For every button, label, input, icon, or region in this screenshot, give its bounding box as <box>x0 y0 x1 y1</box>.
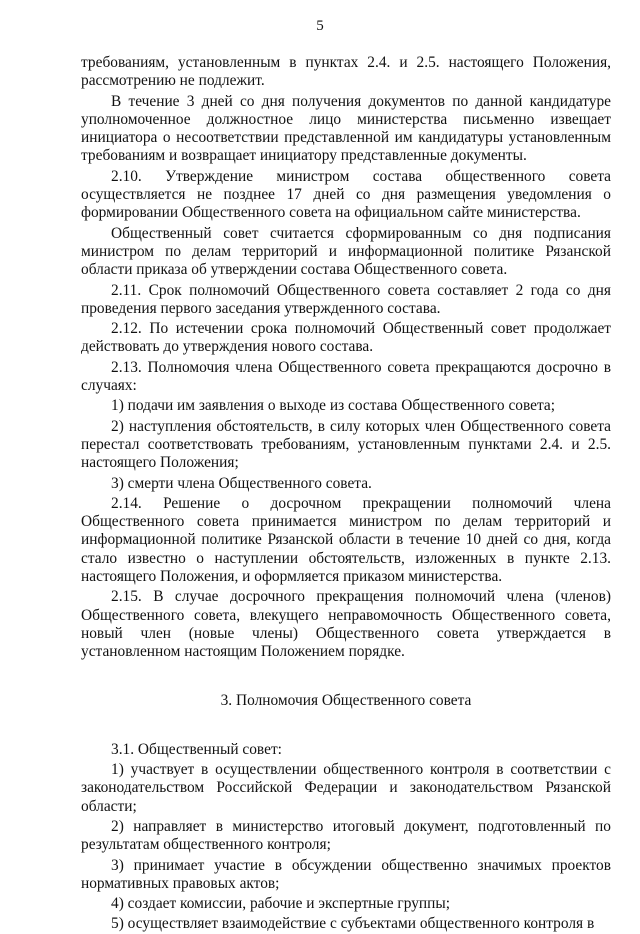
paragraph: В течение 3 дней со дня получения документов по данной кандидатуре уполномоченное должностное лицо министерства письменно извещает инициатора о несоответствии представленной им кандидатуры установленным требованиям и возвращает инициатору представленные документы. <box>81 92 611 165</box>
section-2-continuation <box>81 54 611 662</box>
paragraph: 3.1. Общественный совет: <box>111 740 282 758</box>
paragraph: 1) подачи им заявления о выходе из состава Общественного совета; <box>111 397 555 415</box>
document-body <box>81 54 611 934</box>
paragraph: 4) создает комиссии, рабочие и экспертные группы; <box>111 895 451 913</box>
page-number: 5 <box>316 18 324 34</box>
paragraph: 2.12. По истечении срока полномочий Общественный совет продолжает действовать до утверждения нового состава. <box>81 320 611 356</box>
paragraph: 2.10. Утверждение министром состава общественного совета осуществляется не позднее 17 дней со дня размещения уведомления о формировании Общественного совета на официальном сайте министерства. <box>81 167 611 222</box>
paragraph: 2.11. Срок полномочий Общественного совета составляет 2 года со дня проведения первого заседания утвержденного состава. <box>81 281 611 317</box>
paragraph: требованиям, установленным в пунктах 2.4. и 2.5. настоящего Положения, рассмотрению не подлежит. <box>81 54 611 90</box>
section-heading: 3. Полномочия Общественного совета <box>220 691 472 709</box>
paragraph: 2.15. В случае досрочного прекращения полномочий члена (членов) Общественного совета, влекущего неправомочность Общественного совета, новый член (новые члены) Общественного совета утверждается в установленном настоящим Положением порядке. <box>81 588 611 661</box>
paragraph: 2.13. Полномочия члена Общественного совета прекращаются досрочно в случаях: <box>81 358 611 395</box>
paragraph: 5) осуществляет взаимодействие с субъектами общественного контроля в <box>111 915 595 933</box>
paragraph: Общественный совет считается сформированным со дня подписания министром по делам территорий и информационной политике Рязанской области приказа об утверждении состава Общественного совета. <box>81 224 611 279</box>
paragraph: 2.14. Решение о досрочном прекращении полномочий члена Общественного совета принимается министром по делам территорий и информационной политике Рязанской области в течение 10 дней со дня, когда стало известно о наступлении обстоятельств, изложенных в пункте 2.13. настоящего Положения, и оформляется приказом министерства. <box>81 494 611 586</box>
paragraph: 1) участвует в осуществлении общественного контроля в соответствии с законодательством Российской Федерации и законодательством Рязанской области; <box>81 761 611 815</box>
paragraph: 2) направляет в министерство итоговый документ, подготовленный по результатам общественного контроля; <box>81 817 611 854</box>
paragraph: 2) наступления обстоятельств, в силу которых член Общественного совета перестал соответствовать требованиям, установленным пунктами 2.4. и 2.5. настоящего Положения; <box>81 417 611 472</box>
paragraph: 3) смерти члена Общественного совета. <box>111 474 372 492</box>
paragraph: 3) принимает участие в обсуждении общественно значимых проектов нормативных правовых актов; <box>81 856 611 892</box>
